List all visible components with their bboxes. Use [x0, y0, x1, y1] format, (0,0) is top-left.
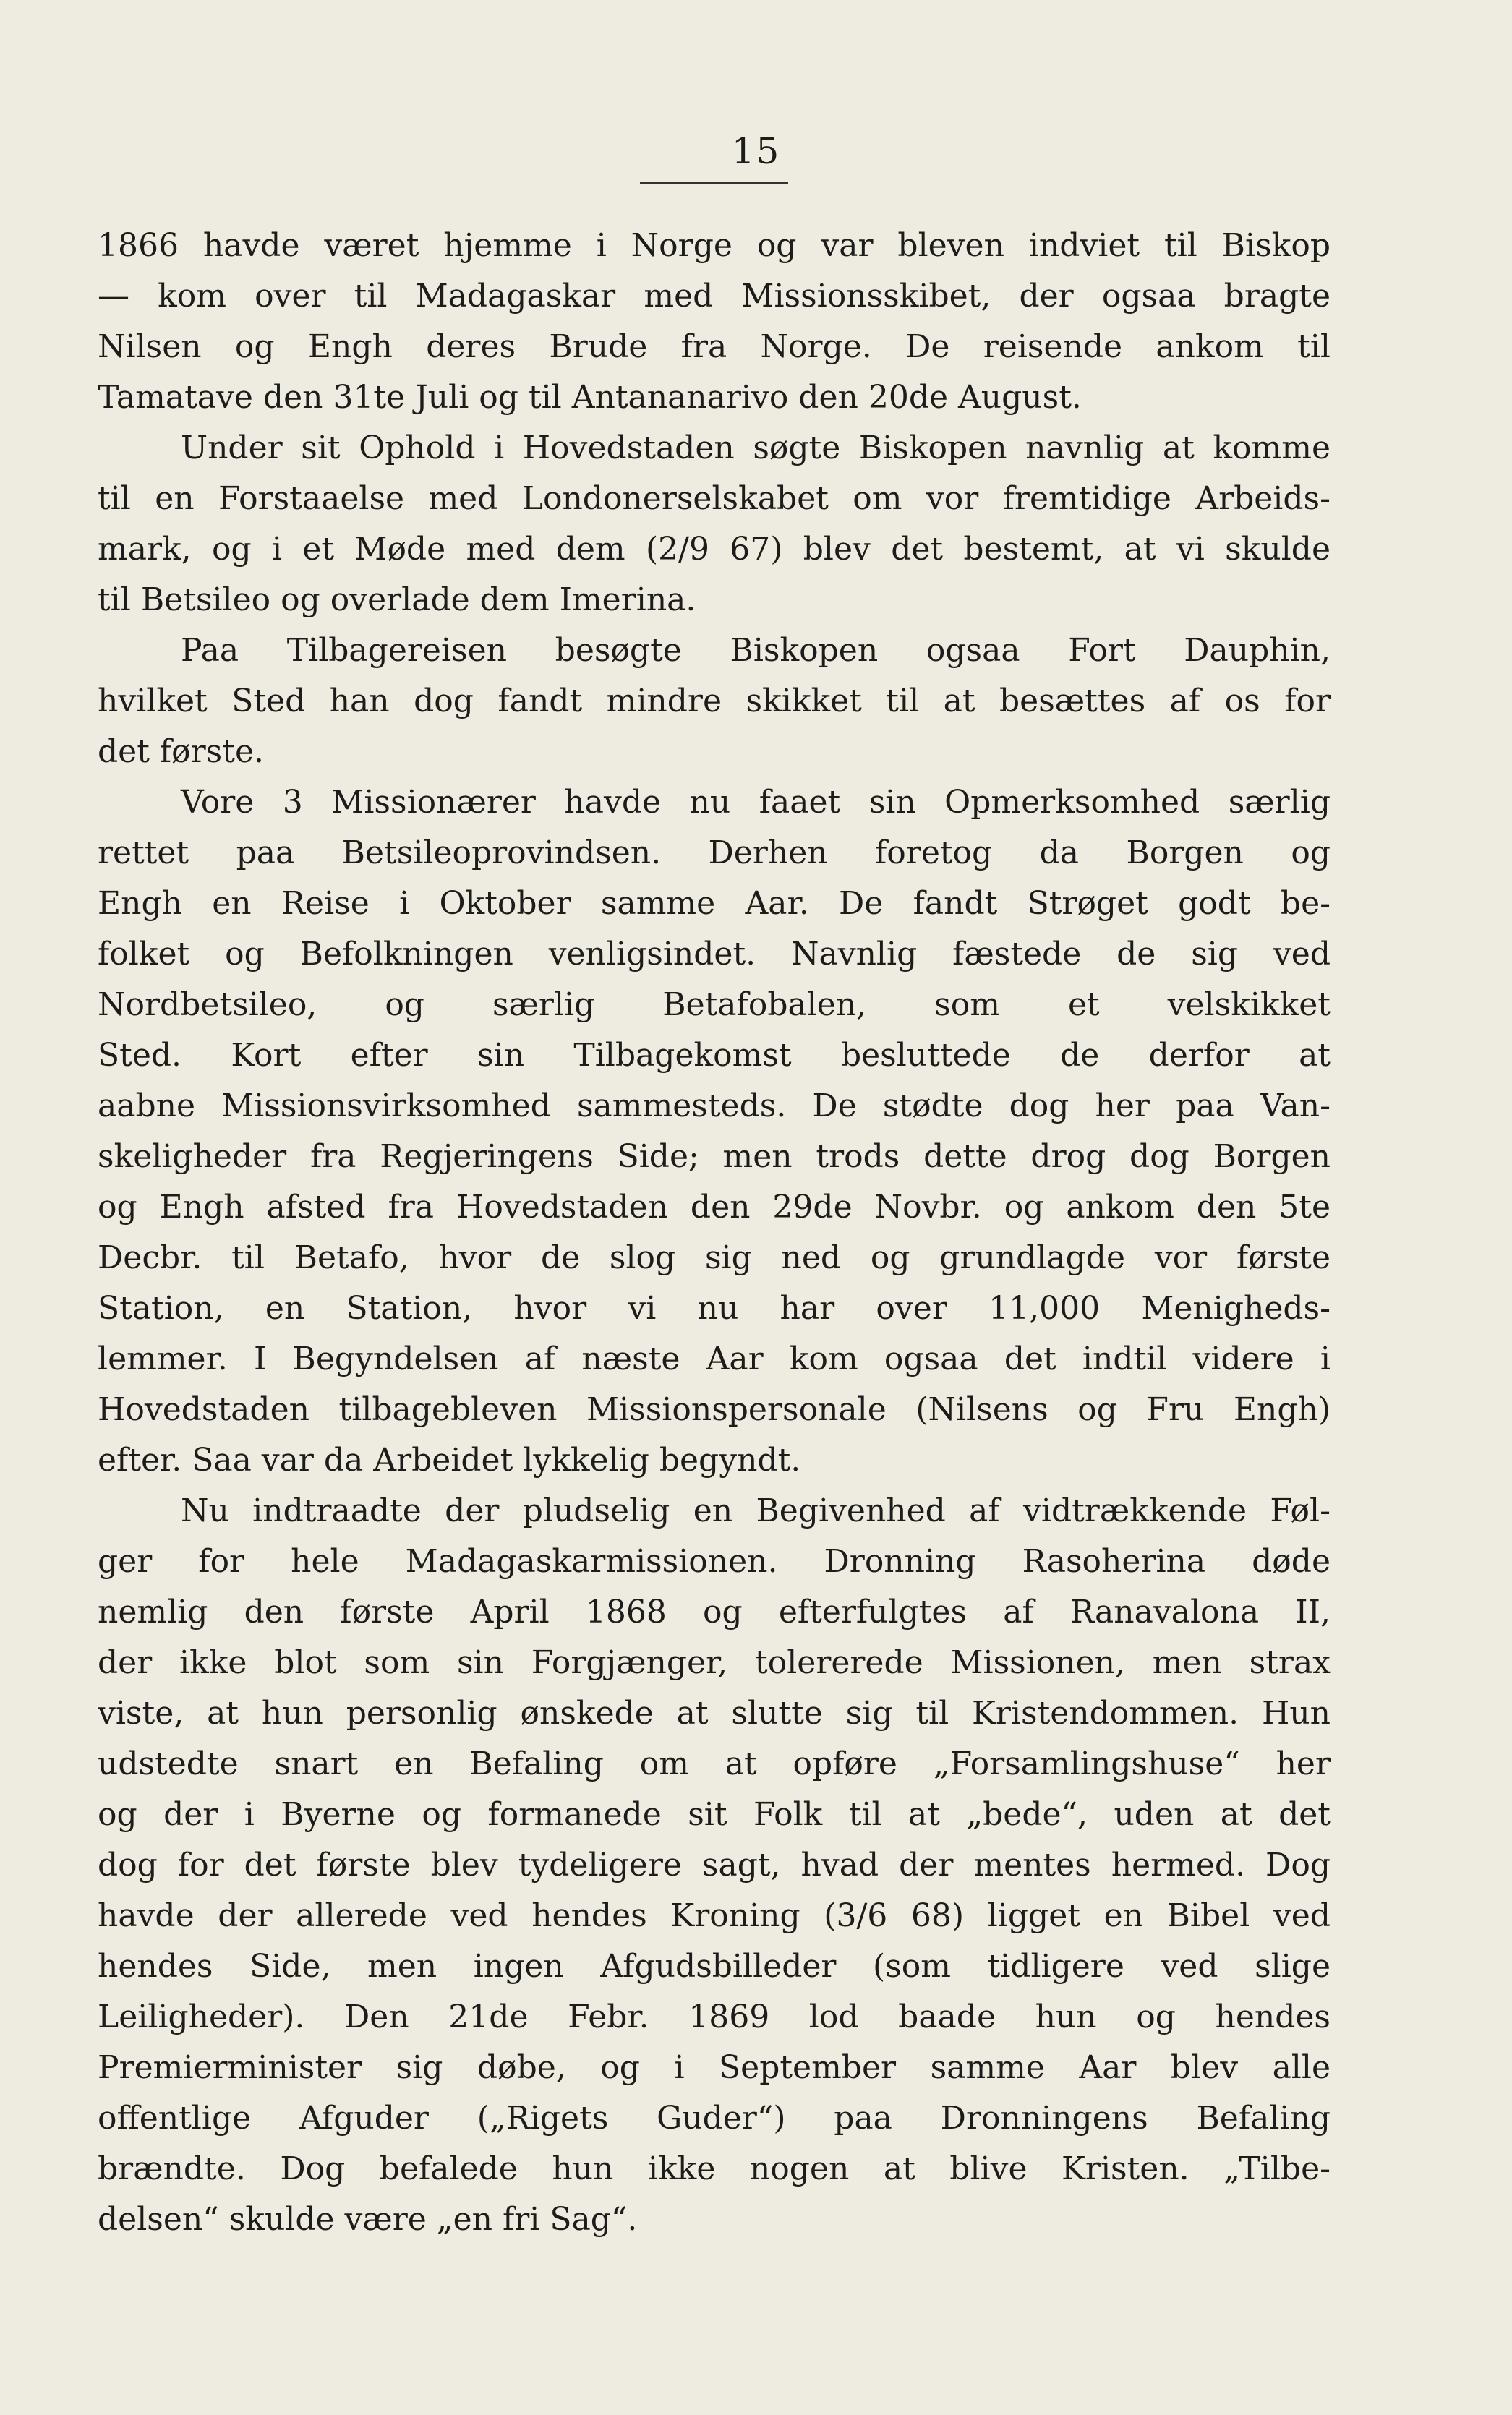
text-line: til Betsileo og overlade dem Imerina.	[98, 581, 696, 618]
text-line: aabne Missionsvirksomhed sammesteds. De stødte dog her paa Van-	[98, 1087, 1331, 1124]
paragraph-5	[98, 1486, 1331, 2245]
body-text	[98, 221, 1331, 2245]
text-line: havde der allerede ved hendes Kroning (3/6 68) ligget en Bibel ved	[98, 1897, 1331, 1934]
page-number: 15	[731, 130, 781, 172]
text-line: rettet paa Betsileoprovindsen. Derhen foretog da Borgen og	[98, 834, 1331, 871]
text-line: hvilket Sted han dog fandt mindre skikket til at besættes af os for	[98, 683, 1331, 719]
text-line: Station, en Station, hvor vi nu har over 11,000 Menigheds-	[98, 1290, 1331, 1327]
text-line: 1866 havde været hjemme i Norge og var bleven indviet til Biskop	[98, 227, 1331, 264]
paragraph-2	[98, 423, 1331, 625]
text-line: lemmer. I Begyndelsen af næste Aar kom ogsaa det indtil videre i	[98, 1341, 1331, 1377]
text-line: delsen“ skulde være „en fri Sag“.	[98, 2201, 638, 2238]
text-line: nemlig den første April 1868 og efterfulgtes af Ranavalona II,	[98, 1594, 1331, 1630]
text-line: Paa Tilbagereisen besøgte Biskopen ogsaa Fort Dauphin,	[181, 632, 1331, 669]
text-line: offentlige Afguder („Rigets Guder“) paa Dronningens Befaling	[98, 2100, 1331, 2137]
text-line: Leiligheder). Den 21de Febr. 1869 lod baade hun og hendes	[98, 1999, 1331, 2035]
text-line: Nordbetsileo, og særlig Betafobalen, som et velskikket	[98, 986, 1331, 1023]
text-line: Under sit Ophold i Hovedstaden søgte Biskopen navnlig at komme	[181, 429, 1331, 466]
text-line: til en Forstaaelse med Londonerselskabet om vor fremtidige Arbeids-	[98, 480, 1331, 517]
text-line: og der i Byerne og formanede sit Folk til at „bede“, uden at det	[98, 1796, 1331, 1833]
text-line: folket og Befolkningen venligsindet. Navnlig fæstede de sig ved	[98, 936, 1331, 973]
text-line: Nilsen og Engh deres Brude fra Norge. De reisende ankom til	[98, 328, 1331, 365]
text-line: Hovedstaden tilbagebleven Missionspersonale (Nilsens og Fru Engh)	[98, 1391, 1331, 1428]
text-line: Premierminister sig døbe, og i September samme Aar blev alle	[98, 2049, 1331, 2086]
text-line: Tamatave den 31te Juli og til Antananarivo den 20de August.	[98, 379, 1082, 416]
text-line: efter. Saa var da Arbeidet lykkelig begyndt.	[98, 1442, 801, 1479]
paragraph-4	[98, 777, 1331, 1486]
text-line: Decbr. til Betafo, hvor de slog sig ned og grundlagde vor første	[98, 1239, 1331, 1276]
text-line: brændte. Dog befalede hun ikke nogen at blive Kristen. „Tilbe-	[98, 2150, 1331, 2187]
text-line: udstedte snart en Befaling om at opføre „Forsamlingshuse“ her	[98, 1745, 1331, 1782]
text-line: — kom over til Madagaskar med Missionsskibet, der ogsaa bragte	[98, 278, 1331, 315]
text-line: Nu indtraadte der pludselig en Begivenhed af vidtrækkende Føl-	[181, 1492, 1331, 1529]
text-line: det første.	[98, 733, 264, 770]
text-line: Sted. Kort efter sin Tilbagekomst besluttede de derfor at	[98, 1037, 1331, 1074]
text-line: der ikke blot som sin Forgjænger, tolererede Missionen, men strax	[98, 1644, 1331, 1681]
text-line: Vore 3 Missionærer havde nu faaet sin Opmerksomhed særlig	[181, 784, 1331, 821]
text-line: dog for det første blev tydeligere sagt, hvad der mentes hermed. Dog	[98, 1847, 1331, 1884]
page-number-rule	[640, 182, 788, 184]
text-line: ger for hele Madagaskarmissionen. Dronning Rasoherina døde	[98, 1543, 1331, 1580]
text-line: og Engh afsted fra Hovedstaden den 29de Novbr. og ankom den 5te	[98, 1189, 1331, 1226]
text-line: mark, og i et Møde med dem (2/9 67) blev det bestemt, at vi skulde	[98, 531, 1331, 568]
text-line: hendes Side, men ingen Afgudsbilleder (som tidligere ved slige	[98, 1948, 1331, 1985]
text-line: viste, at hun personlig ønskede at slutte sig til Kristendommen. Hun	[98, 1695, 1331, 1732]
paragraph-1	[98, 221, 1331, 423]
text-line: Engh en Reise i Oktober samme Aar. De fandt Strøget godt be-	[98, 885, 1331, 922]
paragraph-3	[98, 625, 1331, 777]
text-line: skeligheder fra Regjeringens Side; men trods dette drog dog Borgen	[98, 1138, 1331, 1175]
